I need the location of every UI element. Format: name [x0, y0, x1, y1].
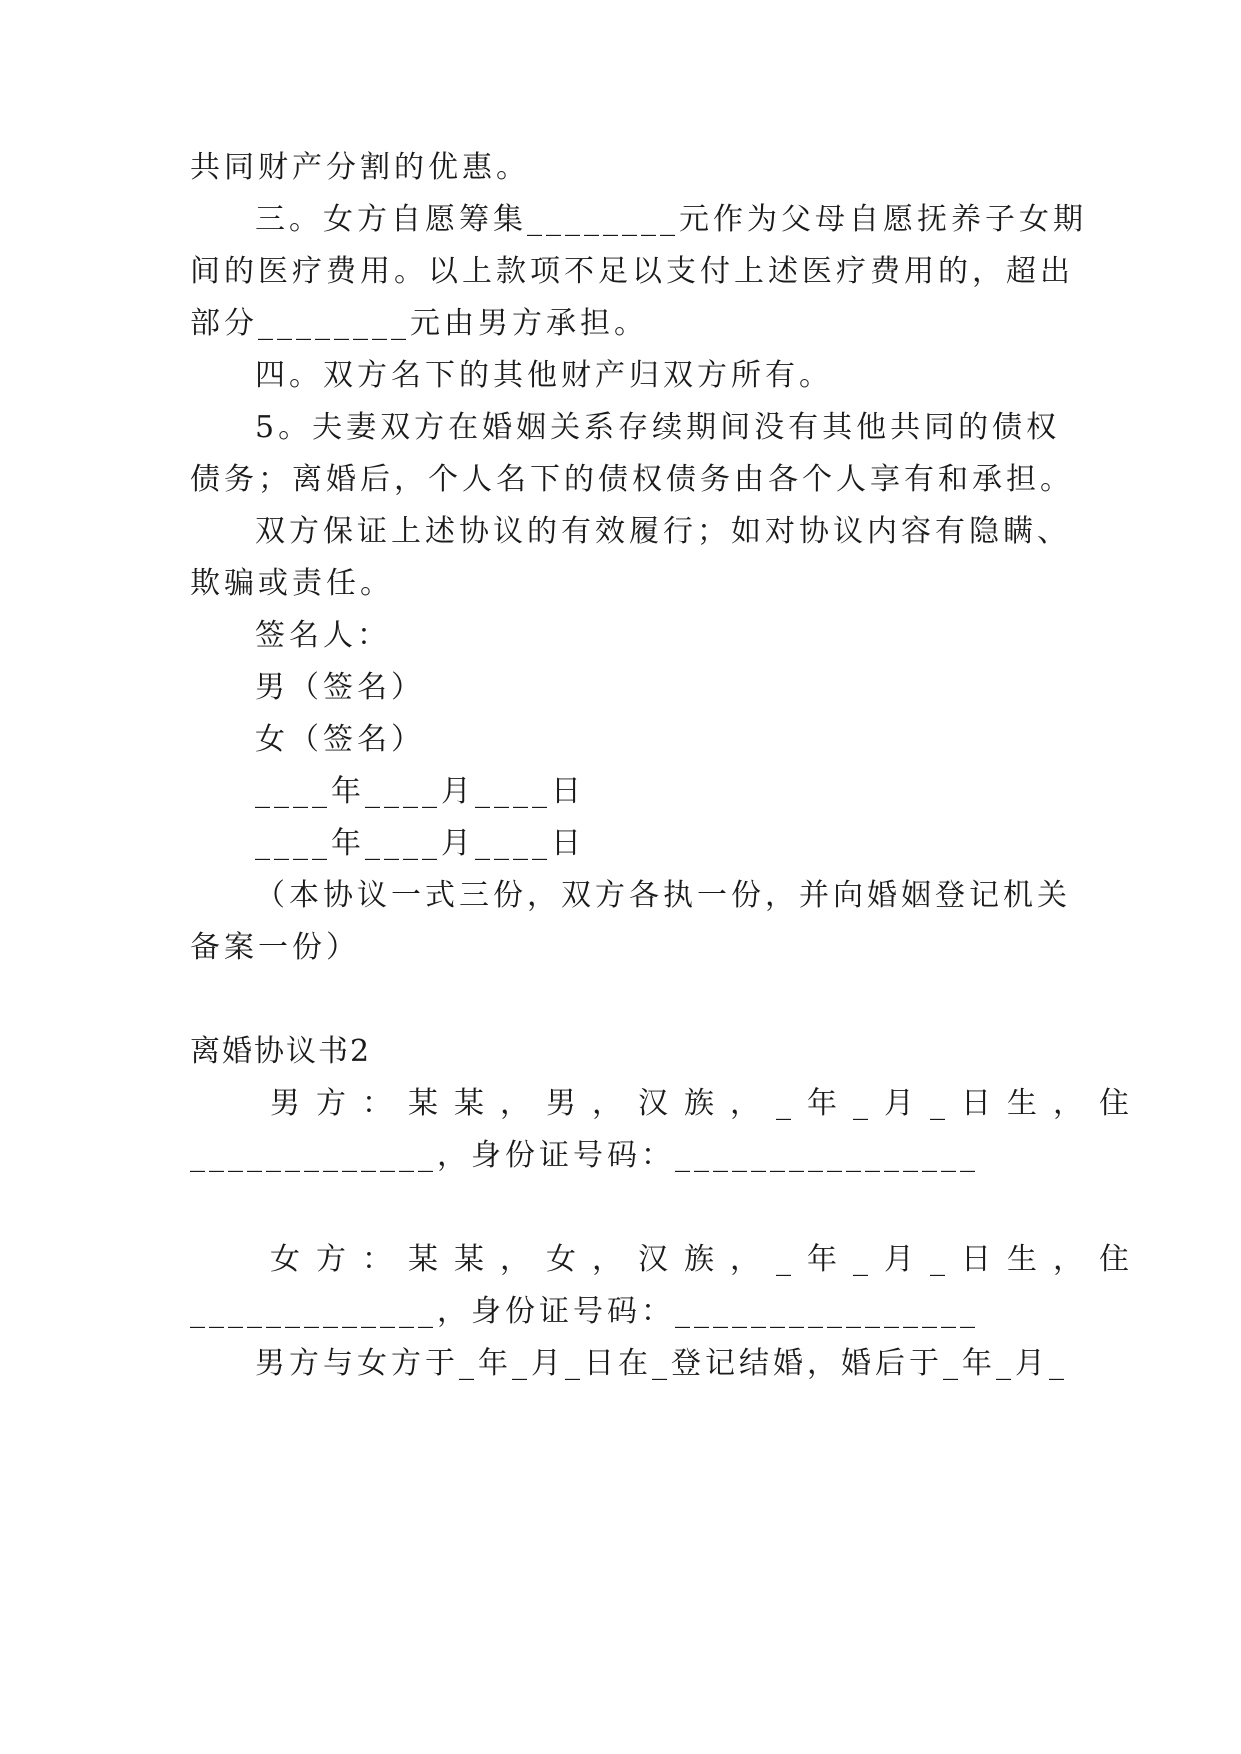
female-signature: 女（签名） — [255, 722, 425, 757]
text-line: 间的医疗费用。以上款项不足以支付上述医疗费用的，超出 — [190, 254, 1074, 289]
copies-note: 备案一份） — [190, 930, 360, 965]
text-line: 部分________元由男方承担。 — [190, 306, 648, 341]
male-party-line: 男方：某某，男，汉族，_年_月_日生，住 — [270, 1086, 1145, 1121]
male-signature: 男（签名） — [255, 670, 425, 705]
female-party-id-line: _____________，身份证号码：________________ — [190, 1294, 979, 1329]
date-line: ____年____月____日 — [255, 774, 585, 809]
text-line: 四。双方名下的其他财产归双方所有。 — [255, 358, 833, 393]
date-line: ____年____月____日 — [255, 826, 585, 861]
copies-note: （本协议一式三份，双方各执一份，并向婚姻登记机关 — [255, 878, 1071, 913]
signatories-label: 签名人： — [255, 618, 391, 653]
text-line: 债务；离婚后，个人名下的债权债务由各个人享有和承担。 — [190, 462, 1074, 497]
text-line: 欺骗或责任。 — [190, 566, 394, 601]
text-line: 三。女方自愿筹集________元作为父母自愿抚养子女期 — [255, 202, 1087, 237]
section-title: 离婚协议书2 — [190, 1034, 372, 1069]
female-party-line: 女方：某某，女，汉族，_年_月_日生，住 — [270, 1242, 1145, 1277]
text-line: 5。夫妻双方在婚姻关系存续期间没有其他共同的债权 — [255, 410, 1061, 445]
male-party-id-line: _____________，身份证号码：________________ — [190, 1138, 979, 1173]
text-line: 双方保证上述协议的有效履行；如对协议内容有隐瞒、 — [255, 514, 1071, 549]
text-line: 共同财产分割的优惠。 — [190, 150, 530, 185]
text-line: 男方与女方于_年_月_日在_登记结婚，婚后于_年_月_ — [255, 1346, 1068, 1381]
